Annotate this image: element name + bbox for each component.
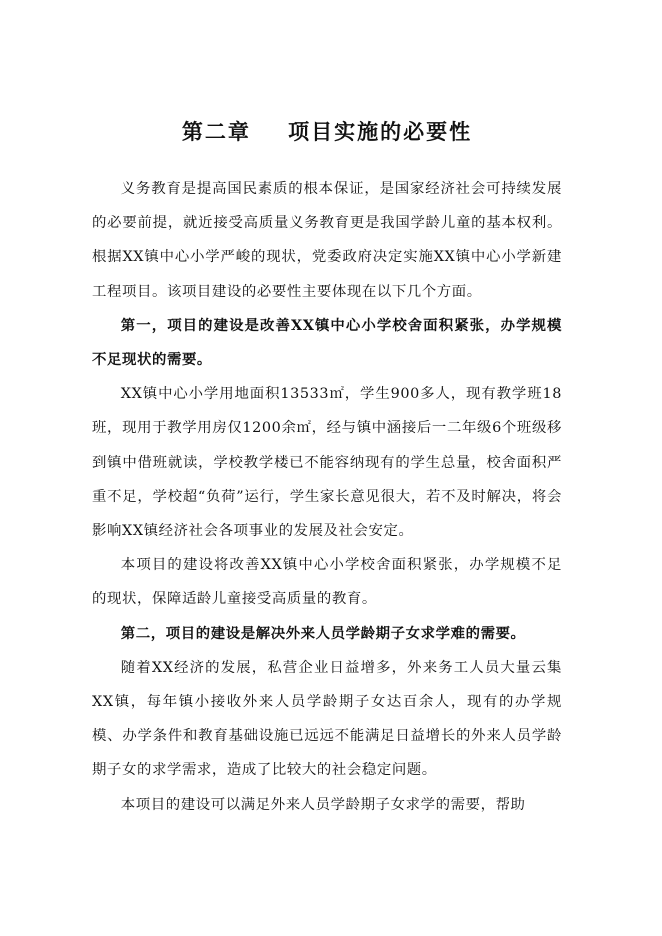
document-page: [92, 116, 562, 822]
intro-paragraph: 义务教育是提高国民素质的根本保证，是国家经济社会可持续发展的必要前提，就近接受高质量义务教育更是我国学龄儿童的基本权利。根据XX镇中心小学严峻的现状，党委政府决定实施XX镇中心小学新建工程项目。该项目建设的必要性主要体现在以下几个方面。: [92, 181, 562, 300]
point-two-heading: 第二，项目的建设是解决外来人员学龄期子女求学难的需要。: [120, 624, 526, 642]
chapter-title: 第二章 项目实施的必要性: [181, 119, 473, 144]
point-one-conclusion-paragraph: 本项目的建设将改善XX镇中心小学校舍面积紧张，办学规模不足的现状，保障适龄儿童接受高质量的教育。: [92, 557, 562, 608]
point-one-detail-paragraph: XX镇中心小学用地面积13533㎡，学生900多人，现有教学班18班，现用于教学用房仅1200余㎡，经与镇中涵接后一二年级6个班级移到镇中借班就读，学校教学楼已不能容纳现有的学生总量，校舍面积严重不足，学校超“负荷”运行，学生家长意见很大，若不及时解决，将会影响XX镇经济社会各项事业的发展及社会安定。: [92, 386, 562, 540]
point-one-heading: 第一，项目的建设是改善XX镇中心小学校舍面积紧张，办学规模不足现状的需要。: [92, 316, 562, 369]
point-two-conclusion-paragraph: 本项目的建设可以满足外来人员学龄期子女求学的需要，帮助: [120, 796, 526, 813]
point-two-detail-paragraph: 随着XX经济的发展，私营企业日益增多，外来务工人员大量云集XX镇，每年镇小接收外来人员学龄期子女达百余人，现有的办学规模、办学条件和教育基础设施已远远不能满足日益增长的外来人员学龄期子女的求学需求，造成了比较大的社会稳定问题。: [92, 659, 562, 779]
